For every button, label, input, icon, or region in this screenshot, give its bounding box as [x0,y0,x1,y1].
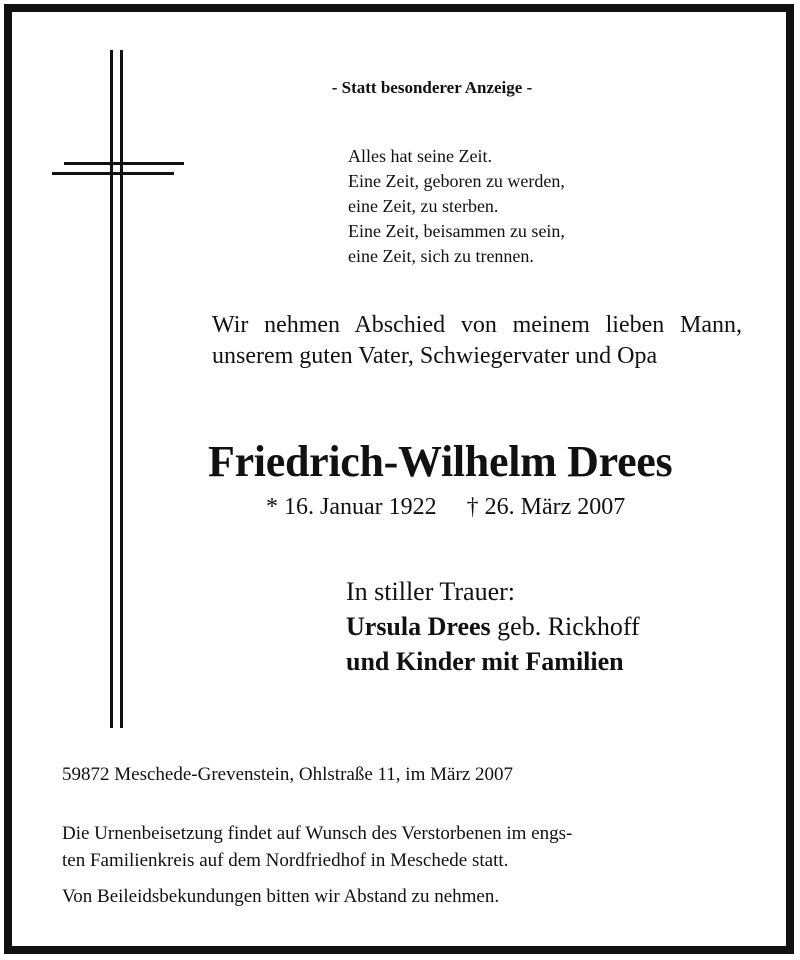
life-dates [266,494,625,521]
mourners [346,574,640,679]
poem-line: Eine Zeit, geboren zu werden, [348,171,565,191]
poem-line: Eine Zeit, beisammen zu sein, [348,221,565,241]
farewell-intro: Wir nehmen Abschied von meinem lieben Mann, unserem guten Vater, Schwiegervater und Opa [212,312,742,369]
deceased-name: Friedrich-Wilhelm Drees [208,437,673,486]
poem-line: Alles hat seine Zeit. [348,146,492,166]
birth-date: * 16. Januar 1922 [266,494,437,520]
death-date: † 26. März 2007 [466,494,626,520]
address-line: 59872 Meschede-Grevenstein, Ohlstraße 11, im März 2007 [62,764,513,785]
widow-maiden-name: geb. Rickhoff [490,612,640,641]
widow-name: Ursula Drees [346,612,491,641]
widow-line [346,609,640,644]
poem-line: eine Zeit, zu sterben. [348,196,499,216]
burial-note [62,820,728,874]
burial-line: ten Familienkreis auf dem Nordfriedhof in Meschede statt. [62,850,509,871]
burial-line: Die Urnenbeisetzung findet auf Wunsch des Verstorbenen im engs- [62,823,573,844]
notice-header: - Statt besonderer Anzeige - [331,78,533,97]
mourning-label: In stiller Trauer: [346,577,515,606]
obituary-frame [4,4,794,954]
poem-line: eine Zeit, sich zu trennen. [348,246,534,266]
family-line: und Kinder mit Familien [346,647,624,676]
condolence-note: Von Beileidsbekundungen bitten wir Abstand zu nehmen. [62,886,500,907]
poem [348,144,565,269]
